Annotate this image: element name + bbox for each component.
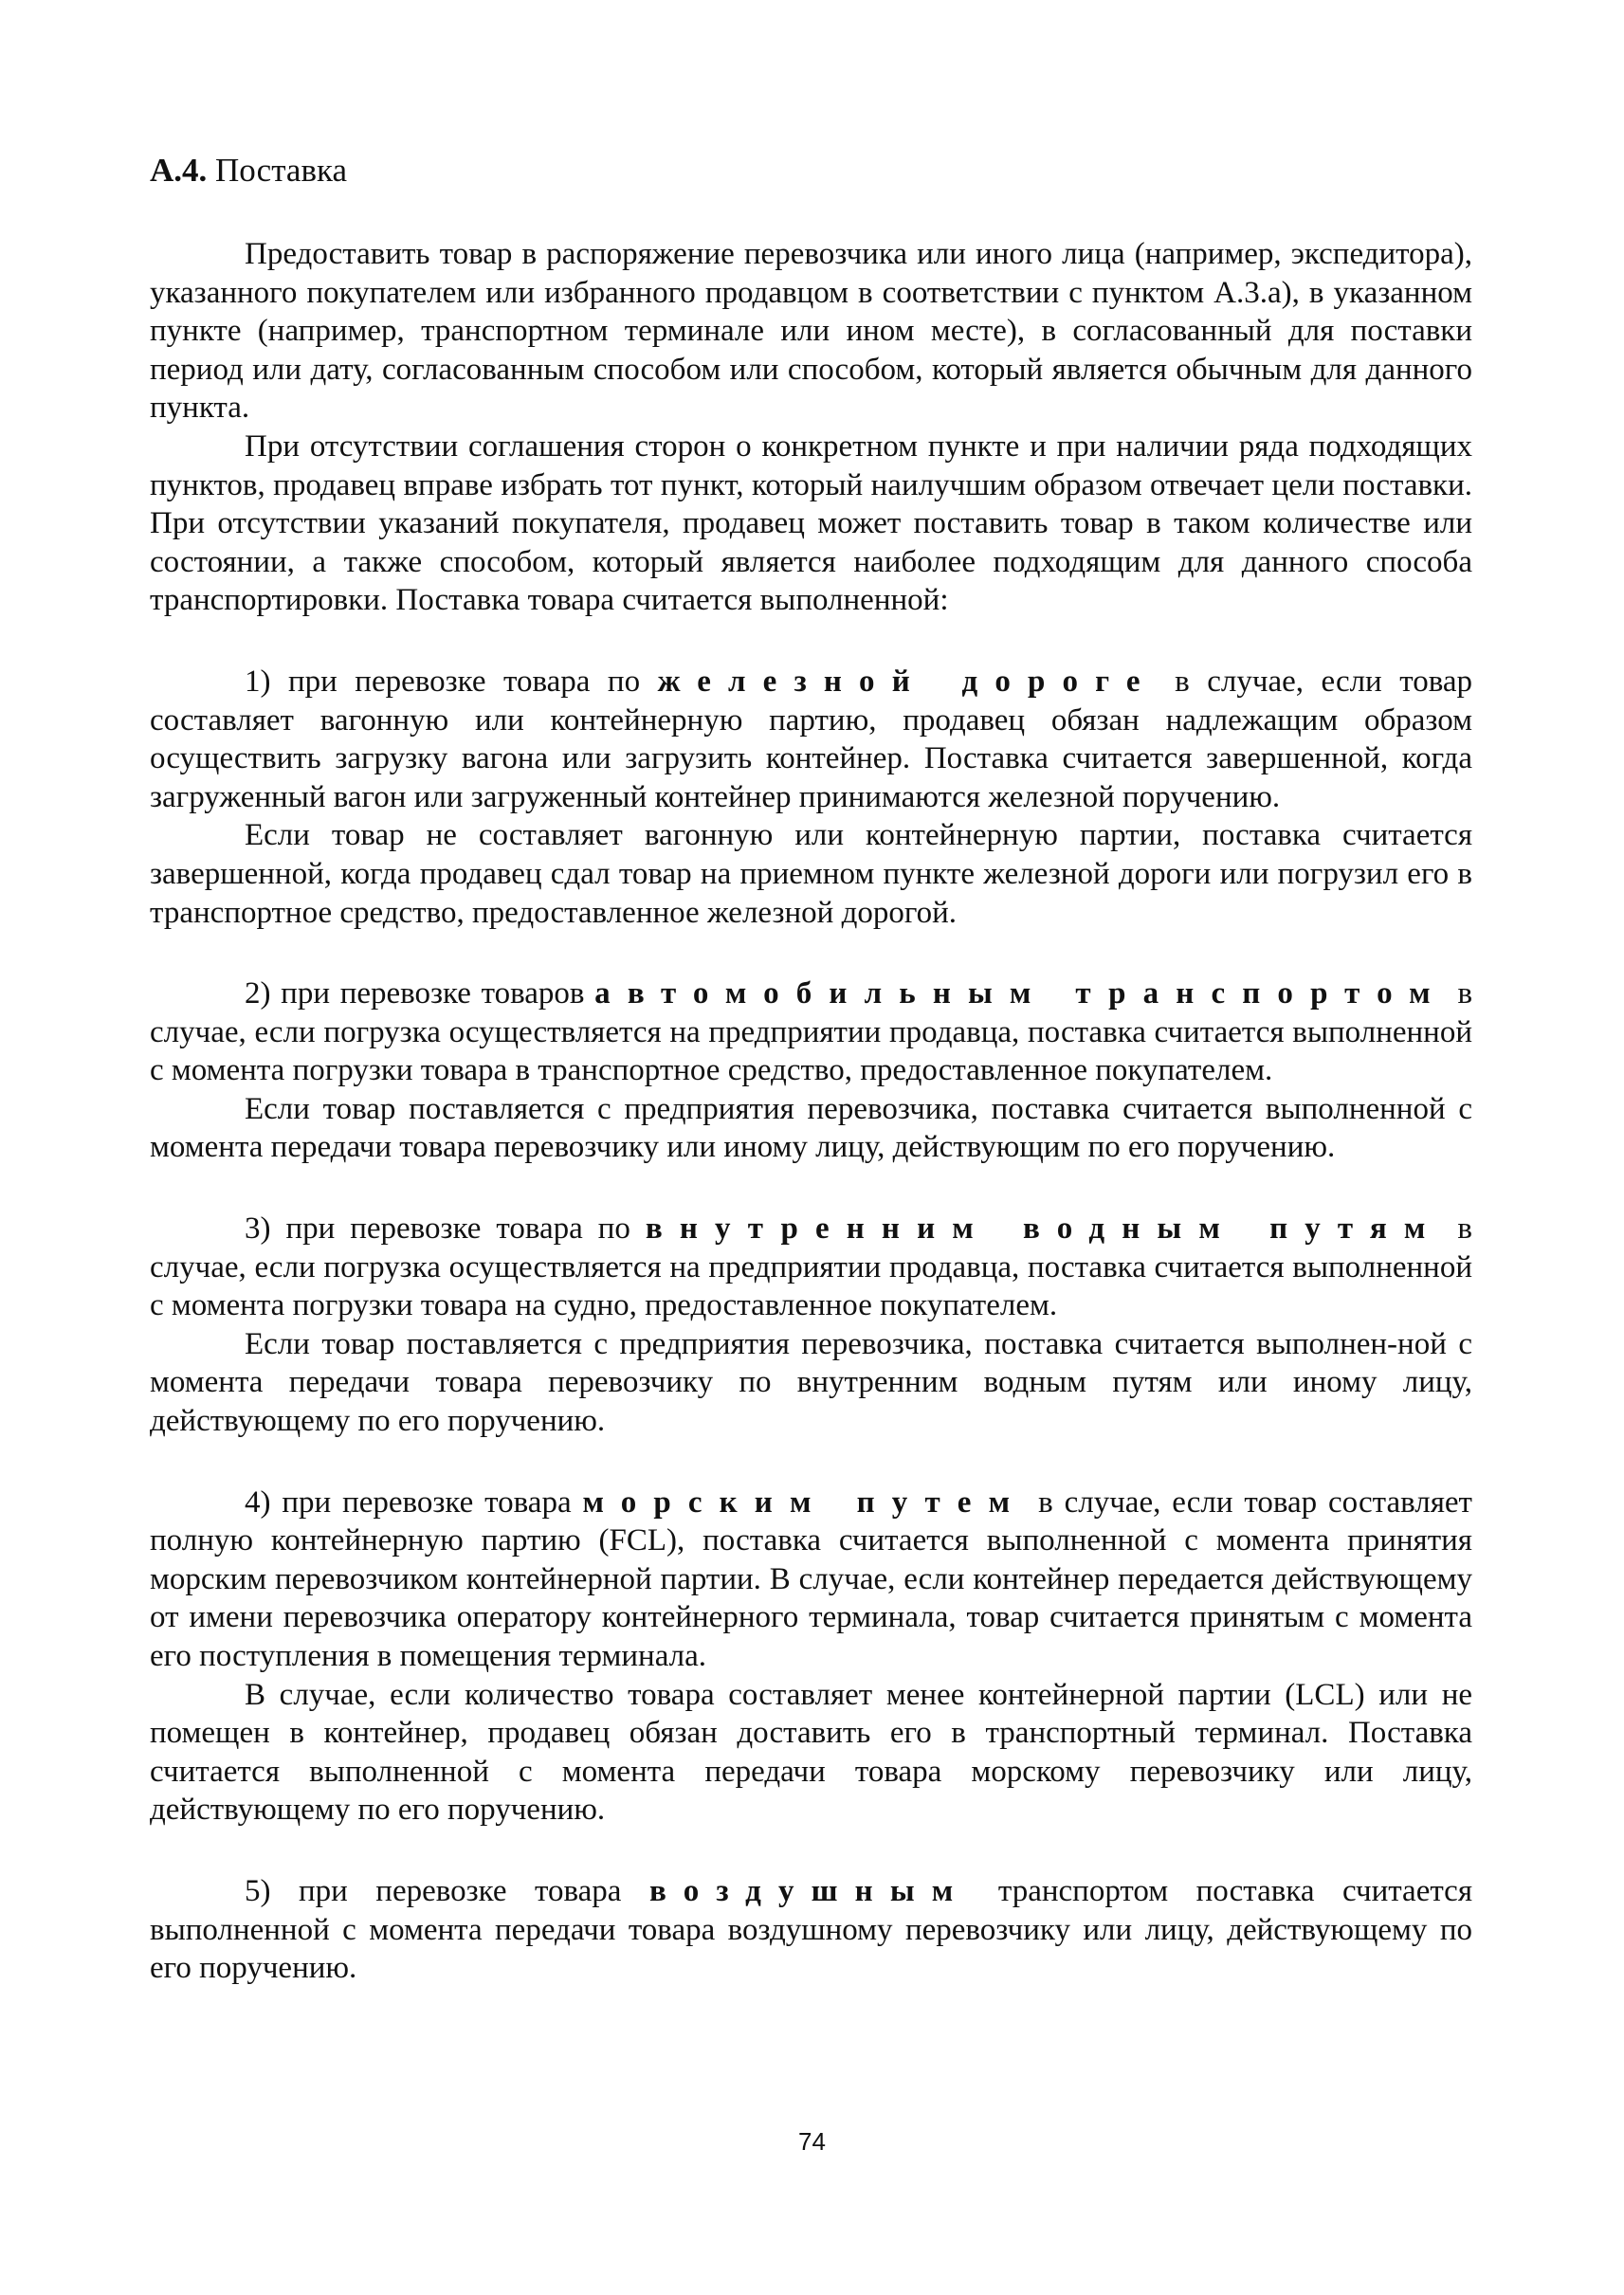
intro-paragraph-1: Предоставить товар в распоряжение перевозчика или иного лица (например, экспедитора), указанного покупателем или избранного продавцом в соответствии с пунктом А.3.а), в указанном пункте (например, транспортном терминале или ином месте), в согласованный для поставки период или дату, согласованным способом или способом, который является обычным для данного пункта. <box>150 237 1472 426</box>
air-paragraph <box>150 1872 1472 1988</box>
air-lead: 5) при перевозке товара <box>245 1873 622 1908</box>
rail-paragraph <box>150 663 1472 816</box>
waterway-extra-paragraph: Если товар поставляется с предприятия перевозчика, поставка считается выполнен-ной с момента передачи товара перевозчику по внутренним водным путям или иному лицу, действующему по его поручению. <box>150 1326 1472 1439</box>
document-page <box>150 152 1472 1988</box>
sea-lead: 4) при перевозке товара <box>245 1484 572 1520</box>
waterway-lead: 3) при перевозке товара по <box>245 1211 630 1247</box>
road-lead: 2) при перевозке товаров <box>245 976 585 1011</box>
sea-text: в случае, если товар составляет полную контейнерную партию (FCL), поставка считается выполненной с момента принятия морским перевозчиком контейнерной партии. В случае, если контейнер передается действующему от имени перевозчика оператору контейнерного терминала, товар считается принятым с момента его поступления в помещения терминала. <box>150 1484 1472 1673</box>
intro-paragraph-2: При отсутствии соглашения сторон о конкретном пункте и при наличии ряда подходящих пунктов, продавец вправе избрать тот пункт, который наилучшим образом отвечает цели поставки. При отсутствии указаний покупателя, продавец может поставить товар в таком количестве или состоянии, а также способом, который является наиболее подходящим для данного способа транспортировки. Поставка товара считается выполненной: <box>150 428 1472 618</box>
road-extra-paragraph: Если товар поставляется с предприятия перевозчика, поставка считается выполненной с момента передачи товара перевозчику или иному лицу, действующим по его поручению. <box>150 1091 1472 1165</box>
page-number: 74 <box>798 2127 826 2156</box>
section-number: А.4. <box>150 152 208 189</box>
air-text: транспортом поставка считается выполненной с момента передачи товара воздушному перевозчику или лицу, действующему по его поручению. <box>150 1873 1472 1986</box>
sea-extra-paragraph: В случае, если количество товара составляет менее контейнерной партии (LCL) или не помещен в контейнер, продавец обязан доставить его в транспортный терминал. Поставка считается выполненной с момента передачи товара морскому перевозчику или лицу, действующему по его поручению. <box>150 1677 1472 1828</box>
sea-paragraph <box>150 1484 1472 1676</box>
road-text: в случае, если погрузка осуществляется на предприятии продавца, поставка считается выполненной с момента погрузки товара в транспортное средство, предоставленное покупателем. <box>150 976 1473 1088</box>
rail-extra-paragraph: Если товар не составляет вагонную или контейнерную партии, поставка считается завершенной, когда продавец сдал товар на приемном пункте железной дороги или погрузил его в транспортное средство, предоставленное железной дорогой. <box>150 818 1472 930</box>
rail-mode: железной дороге <box>657 664 1158 699</box>
waterway-mode: внутренним водным путям <box>645 1211 1443 1247</box>
air-mode: воздушным <box>648 1873 971 1908</box>
rail-lead: 1) при перевозке товара по <box>245 664 641 699</box>
sea-mode: морским путем <box>582 1484 1028 1520</box>
section-heading <box>150 152 1472 190</box>
waterway-paragraph <box>150 1210 1472 1325</box>
road-paragraph <box>150 974 1472 1090</box>
section-title: Поставка <box>215 152 348 189</box>
rail-text: в случае, если товар составляет вагонную или контейнерную партию, продавец обязан надлежащим образом осуществить загрузку вагона или загрузить контейнер. Поставка считается завершенной, когда загруженный вагон или загруженный контейнер принимаются железной поручению. <box>150 664 1472 814</box>
waterway-text: в случае, если погрузка осуществляется на предприятии продавца, поставка считается выполненной с момента погрузки товара на судно, предоставленное покупателем. <box>150 1211 1473 1323</box>
road-mode: автомобильным транспортом <box>594 976 1448 1011</box>
